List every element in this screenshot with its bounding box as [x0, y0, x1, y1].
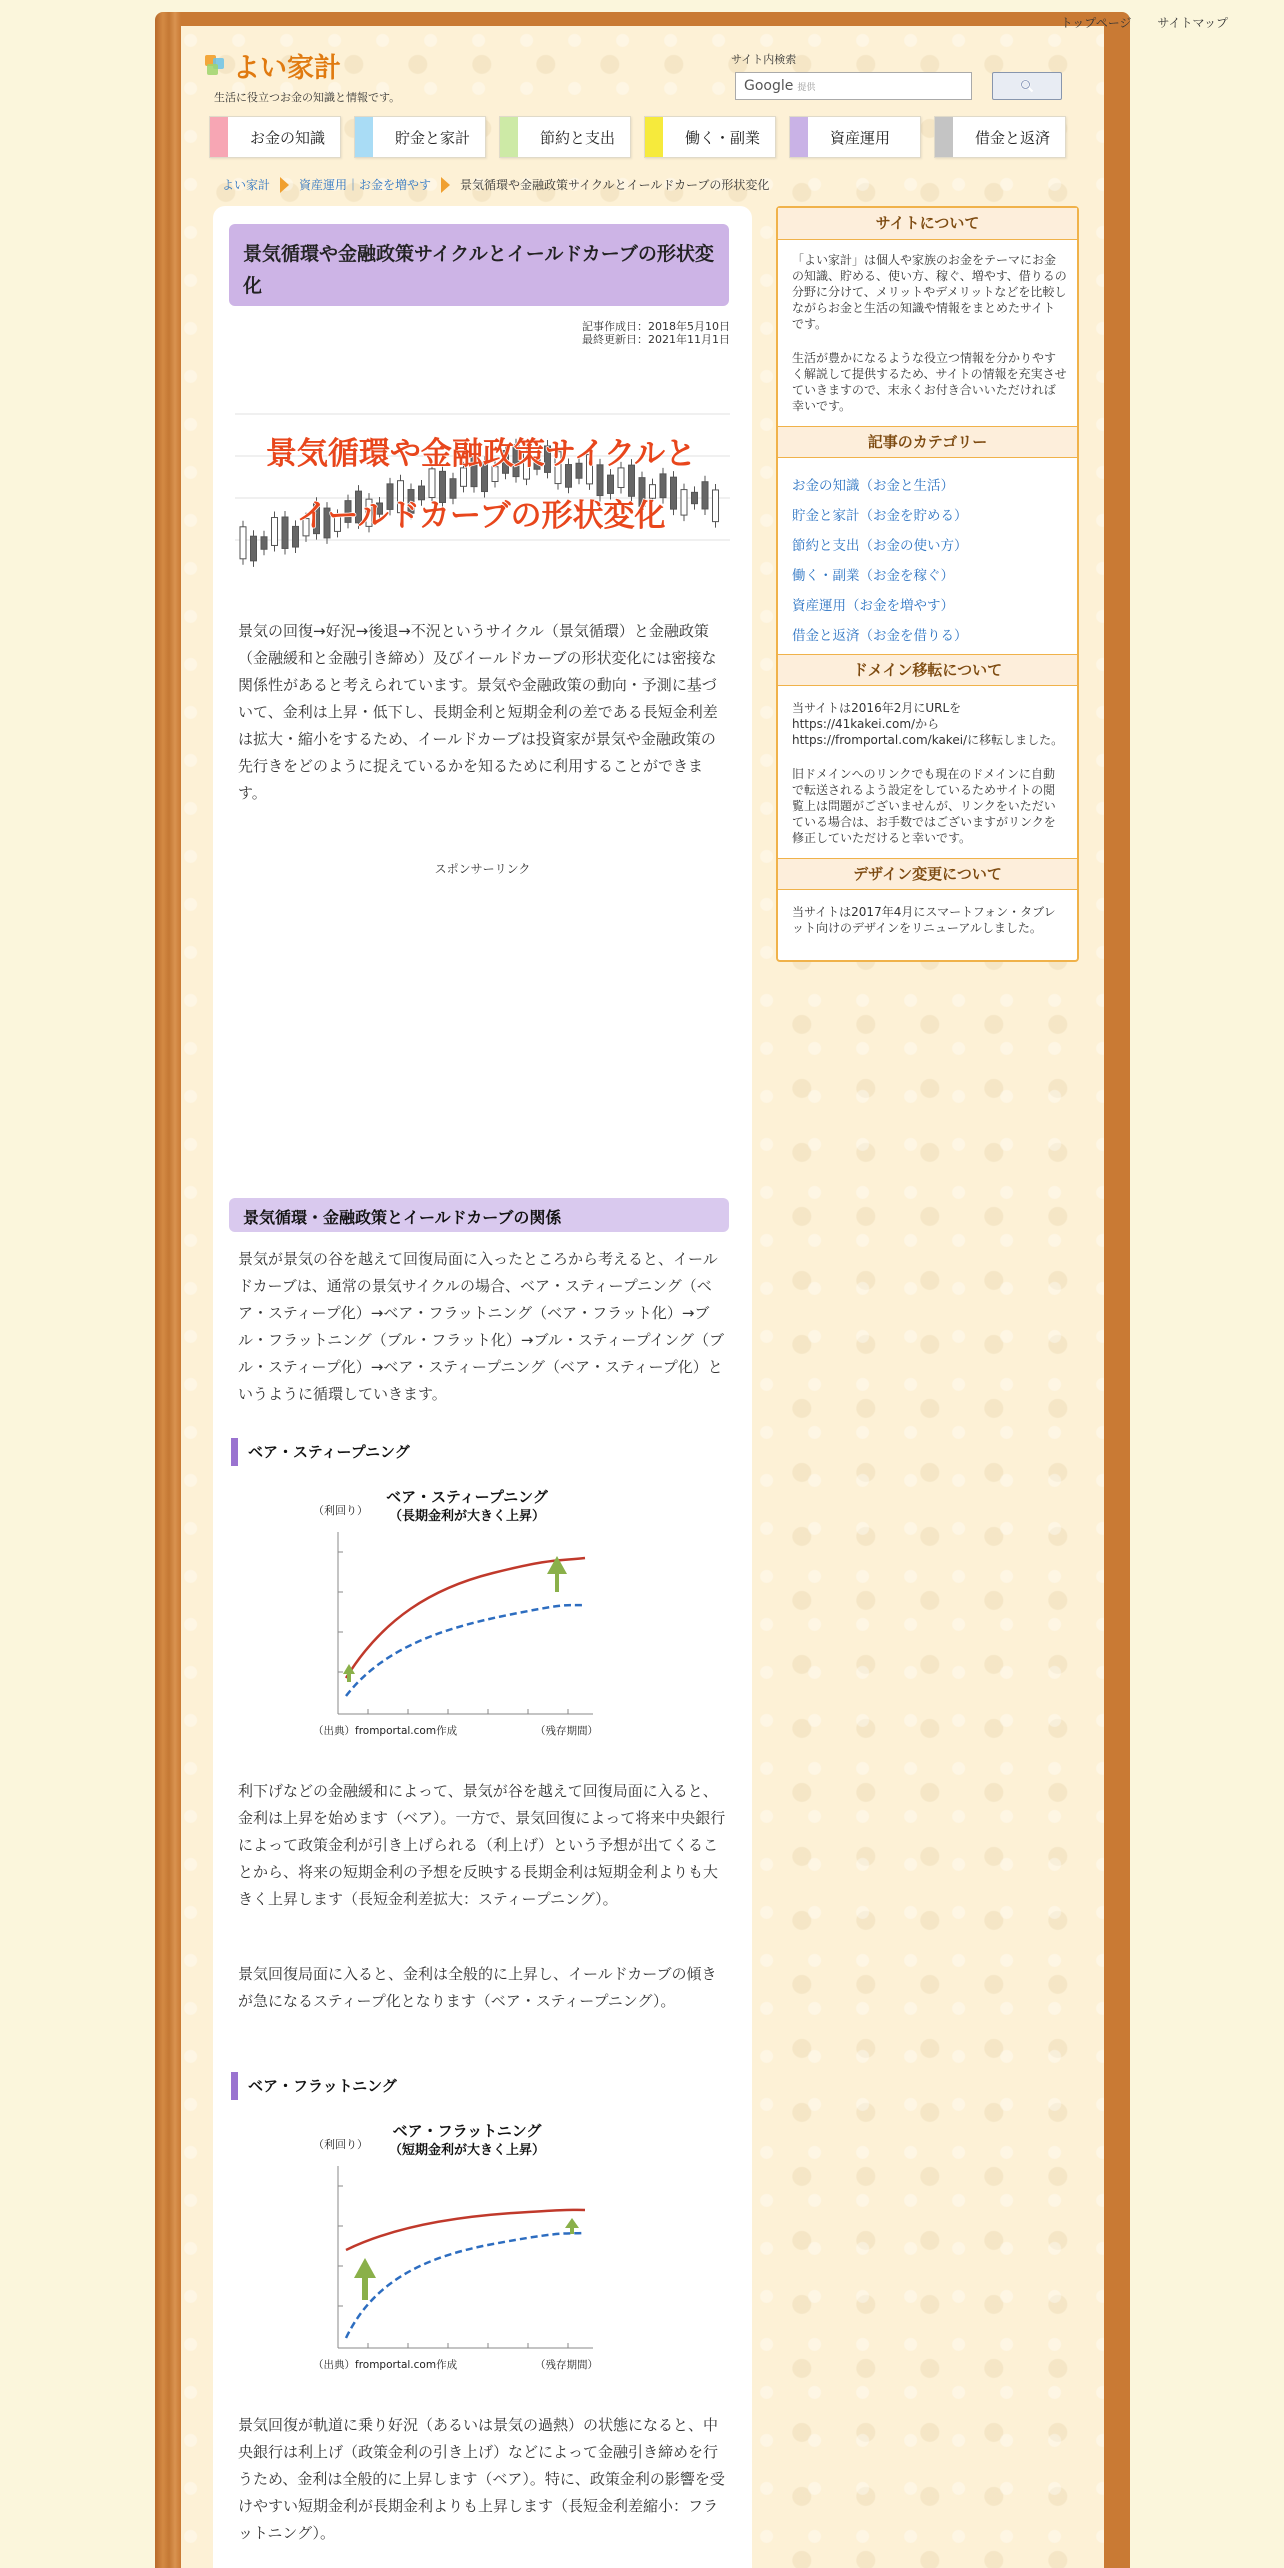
chart2-ylabel: （利回り） — [313, 2138, 368, 2151]
sidebar-design-text: 当サイトは2017年4月にスマートフォン・タブレット向けのデザインをリニューアルしました。 — [792, 905, 1056, 935]
chart1-source: （出典）fromportal.com作成 — [313, 1725, 458, 1737]
search-label: サイト内検索 — [731, 53, 797, 66]
sidebar-category-heading: 記事のカテゴリー — [778, 426, 1077, 458]
nav-color-bar — [790, 117, 808, 157]
chart2-short-arrow-icon — [354, 2258, 376, 2300]
subheading-bear-steepening: ベア・スティープニング — [231, 1438, 410, 1466]
search-input[interactable] — [735, 72, 972, 100]
sidebar-domain-text-2: 旧ドメインへのリンクでも現在のドメインに自動で転送されるよう設定をしているためサイトの閲覧上は問題がございませんが、リンクをいただいている場合は、お手数ではございますがリンクを修正していただけると幸いです。 — [792, 767, 1056, 845]
bear-flattening-paragraph-1: 景気回復が軌道に乗り好況（あるいは景気の過熱）の状態になると、中央銀行は利上げ（政策金利の引き上げ）などによって金融引き締めを行うため、金利は全般的に上昇します（ベア）。特に、政策金利の影響を受けやすい短期金利が長期金利よりも上昇します（長短金利差縮小：フラットニング）。 — [238, 2416, 725, 2542]
site-name: よい家計 — [233, 53, 341, 84]
chart-bear-flattening — [313, 2122, 623, 2372]
sidebar-design-heading: デザイン変更について — [778, 858, 1077, 890]
sidebar-category-link[interactable]: 節約と支出（お金の使い方） — [792, 538, 968, 554]
sidebar-category-link[interactable]: お金の知識（お金と生活） — [792, 478, 954, 494]
hero-candle-body — [608, 475, 614, 493]
updated-date: 最終更新日：2021年11月1日 — [582, 333, 730, 346]
hero-candle-body — [713, 490, 719, 522]
search-provider: 提供 — [797, 83, 816, 93]
site-logo[interactable] — [205, 46, 341, 85]
top-nav-sitemap[interactable]: サイトマップ — [1157, 16, 1228, 30]
chart1-axes — [338, 1532, 593, 1714]
sidebar-domain-heading: ドメイン移転について — [778, 654, 1077, 686]
hero-candle-body — [671, 477, 677, 509]
nav-item-debt[interactable] — [934, 116, 1066, 158]
hero-candle-body — [450, 479, 456, 499]
hero-candle-body — [429, 469, 435, 498]
chart2-axes — [338, 2166, 593, 2348]
sidebar-domain-text-1: 当サイトは2016年2月にURLをhttps://41kakei.com/からhttps://fromportal.com/kakei/に移転しました。 — [792, 701, 1064, 747]
subheading-bear-flattening: ベア・フラットニング — [231, 2072, 397, 2100]
sidebar-category-link[interactable]: 働く・副業（お金を稼ぐ） — [792, 568, 954, 584]
nav-item-savings[interactable] — [354, 116, 486, 158]
hero-candle-body — [240, 527, 246, 559]
nav-item-investment[interactable] — [789, 116, 921, 158]
chart1-after-curve — [346, 1558, 585, 1678]
hero-candle-body — [681, 490, 687, 515]
article-content — [213, 206, 752, 2568]
hero-candle-body — [650, 485, 656, 499]
sponsor-label: スポンサーリンク — [434, 862, 531, 876]
bear-steepening-paragraph-2: 景気回復局面に入ると、金利は全般的に上昇し、イールドカーブの傾きが急になるスティープ化となります（ベア・スティープニング）。 — [238, 1965, 717, 2010]
chart1-before-curve — [346, 1605, 585, 1696]
article-title: 景気循環や金融政策サイクルとイールドカーブの形状変化 — [229, 224, 729, 306]
nav-item-label: 節約と支出 — [540, 128, 616, 147]
sidebar-about-text-2: 生活が豊かになるような役立つ情報を分かりやすく解説して提供するため、サイトの情報を充実させていきますので、末永くお付き合いいただければ幸いです。 — [792, 351, 1067, 413]
nav-item-saving-spending[interactable] — [499, 116, 631, 158]
nav-color-bar — [645, 117, 663, 157]
chart2-after-curve — [346, 2210, 585, 2250]
nav-color-bar — [935, 117, 953, 157]
nav-item-label: お金の知識 — [250, 128, 326, 147]
main-nav — [209, 116, 1066, 158]
hero-image — [235, 376, 730, 576]
chart2-before-curve — [346, 2233, 585, 2338]
hero-candle-body — [282, 517, 288, 548]
chart2-source: （出典）fromportal.com作成 — [313, 2359, 458, 2371]
sidebar-category-link[interactable]: 借金と返済（お金を借りる） — [792, 628, 968, 644]
chart1-xlabel: （残存期間） — [535, 1725, 598, 1737]
nav-item-work[interactable] — [644, 116, 776, 158]
sidebar-category-link[interactable]: 貯金と家計（お金を貯める） — [792, 508, 968, 524]
created-date: 記事作成日：2018年5月10日 — [582, 320, 730, 333]
hero-title-line1: 景気循環や金融政策サイクルと — [265, 436, 697, 472]
nav-color-bar — [355, 117, 373, 157]
section-paragraph: 景気が景気の谷を越えて回復局面に入ったところから考えると、イールドカーブは、通常の景気サイクルの場合、ベア・スティープニング（ベア・スティープ化）→ベア・フラットニング（ベア・フラット化）→ブル・フラットニング（ブル・フラット化）→ブル・スティープイング（ブル・スティープ化）→ベア・スティープニング（ベア・スティープ化）というように循環していきます。 — [238, 1250, 724, 1403]
sidebar — [776, 206, 1079, 962]
breadcrumb — [222, 176, 769, 193]
intro-paragraph: 景気の回復→好況→後退→不況というサイクル（景気循環）と金融政策（金融緩和と金融引き締め）及びイールドカーブの形状変化には密接な関係性があると考えられています。景気や金融政策の動向・予測に基づいて、金利は上昇・低下し、長期金利と短期金利の差である長短金利差は拡大・縮小をするため、イールドカーブは投資家が景気や金融政策の先行きをどのように捉えているかを知るために利用することができます。 — [238, 622, 718, 802]
nav-item-label: 借金と返済 — [975, 128, 1051, 147]
chart1-title: ベア・スティープニング — [386, 1488, 548, 1506]
top-nav — [1039, 14, 1228, 31]
chart1-subtitle: （長期金利が大きく上昇） — [388, 1509, 546, 1524]
chart1-ylabel: （利回り） — [313, 1504, 368, 1517]
hero-candle-body — [692, 492, 698, 503]
chart2-subtitle: （短期金利が大きく上昇） — [388, 2143, 546, 2158]
sidebar-about-text-1: 「よい家計」は個人や家族のお金をテーマにお金の知識、貯める、使い方、稼ぐ、増やす、借りるの分野に分けて、メリットやデメリットなどを比較しながらお金と生活の知識や情報をまとめたサイトです。 — [792, 253, 1067, 331]
hero-candle-body — [702, 482, 708, 509]
bear-steepening-paragraph-1: 利下げなどの金融緩和によって、景気が谷を越えて回復局面に入ると、金利は上昇を始めます（ベア）。一方で、景気回復によって将来中央銀行によって政策金利が引き上げられる（利上げ）という予想が出てくることから、将来の短期金利の予想を反映する長期金利は短期金利よりも大きく上昇します（長短金利差拡大：スティープニング）。 — [238, 1782, 726, 1908]
nav-item-label: 貯金と家計 — [395, 128, 471, 147]
hero-title-line2: イールドカーブの形状変化 — [296, 498, 666, 534]
nav-color-bar — [500, 117, 518, 157]
nav-color-bar — [210, 117, 228, 157]
chart2-xlabel: （残存期間） — [535, 2359, 598, 2371]
sidebar-category-link[interactable]: 資産運用（お金を増やす） — [792, 598, 954, 614]
hero-candle-body — [660, 474, 666, 498]
search-placeholder: Google — [744, 78, 794, 94]
breadcrumb-arrow-icon — [441, 177, 450, 193]
nav-item-label: 働く・副業 — [685, 128, 761, 147]
breadcrumb-arrow-icon — [280, 177, 289, 193]
hero-candle-body — [272, 518, 278, 546]
search-button[interactable] — [992, 72, 1062, 100]
hero-candle-body — [251, 536, 257, 561]
nav-item-label: 資産運用 — [830, 128, 891, 147]
sidebar-about-heading: サイトについて — [778, 208, 1077, 240]
site-tagline: 生活に役立つお金の知識と情報です。 — [214, 91, 401, 104]
section-heading: 景気循環・金融政策とイールドカーブの関係 — [229, 1198, 729, 1232]
search-icon — [1020, 79, 1034, 93]
nav-item-money-knowledge[interactable] — [209, 116, 341, 158]
chart-bear-steepening — [313, 1488, 623, 1738]
top-nav-home[interactable]: トップページ — [1060, 16, 1132, 30]
breadcrumb-current: 景気循環や金融政策サイクルとイールドカーブの形状変化 — [460, 178, 770, 192]
hero-candle-body — [261, 537, 267, 549]
logo-mark-icon — [205, 55, 225, 77]
article-dates — [582, 320, 730, 346]
breadcrumb-home[interactable]: よい家計 — [222, 178, 271, 192]
chart2-title: ベア・フラットニング — [392, 2122, 542, 2140]
chart2-long-arrow-icon — [565, 2218, 579, 2234]
breadcrumb-category[interactable]: 資産運用｜お金を増やす — [299, 178, 432, 192]
